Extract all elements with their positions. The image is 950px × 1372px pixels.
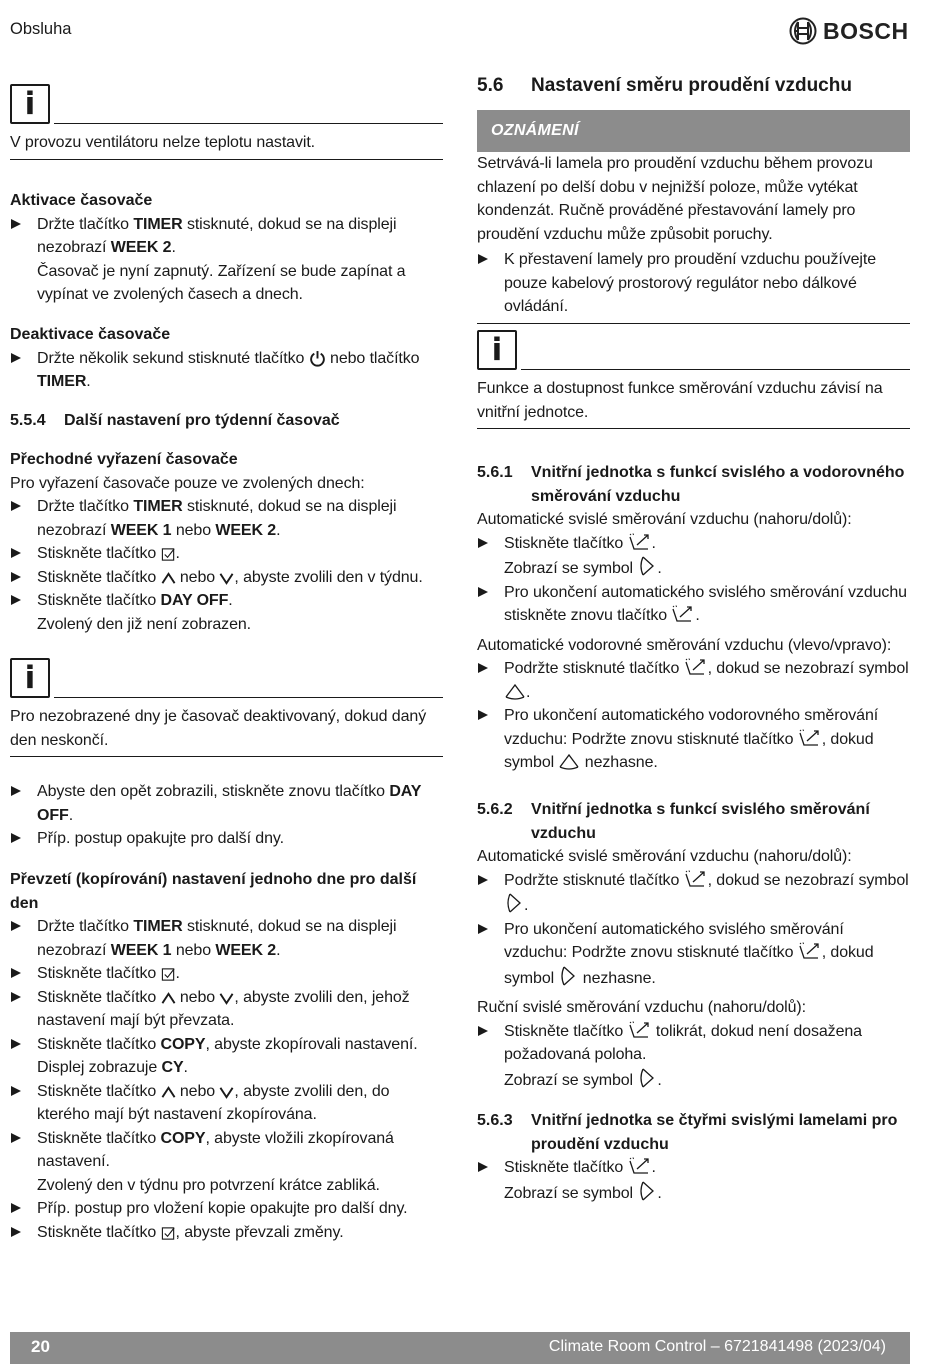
list-item: Abyste den opět zobrazili, stiskněte znovu tlačítko DAY OFF.	[10, 780, 443, 827]
section-number: 5.6.1	[477, 464, 513, 481]
section-number: 5.5.4	[10, 412, 46, 429]
arrow-up-icon	[161, 991, 176, 1006]
list-item-continuation: Zobrazí se symbol .	[504, 555, 910, 581]
list-item: Držte tlačítko TIMER stisknuté, dokud se na displeji nezobrazí WEEK 1 nebo WEEK 2.	[10, 495, 443, 542]
vertical-swing-symbol-icon	[637, 555, 657, 577]
list-item: Příp. postup opakujte pro další dny.	[10, 827, 443, 851]
list-item: Pro ukončení automatického vodorovného směrování vzduchu: Podržte znovu stisknuté tlačítko , dokud symbol nezhasne.	[477, 704, 910, 775]
paragraph: Automatické svislé směrování vzduchu (nahoru/dolů):	[477, 848, 852, 865]
info-icon: i	[477, 330, 517, 370]
list-item-continuation: Časovač je nyní zapnutý. Zařízení se bude zapínat a vypínat ve zvolených časech a dnech.	[37, 262, 406, 303]
info-note-3	[477, 328, 910, 429]
section-title: Vnitřní jednotka s funkcí svislého a vodorovného směrování vzduchu	[531, 464, 905, 505]
copy-settings-heading: Převzetí (kopírování) nastavení jednoho dne pro další den	[10, 871, 417, 912]
list-item: Příp. postup pro vložení kopie opakujte pro další dny.	[10, 1197, 443, 1221]
list-item: Stiskněte tlačítko tolikrát, dokud není dosažena požadovaná poloha. Zobrazí se symbol .	[477, 1020, 910, 1093]
brand	[789, 17, 909, 45]
list-item: Stiskněte tlačítko . Zobrazí se symbol .	[477, 532, 910, 581]
list-item: Stiskněte tlačítko COPY, abyste vložili zkopírovaná nastavení. Zvolený den v týdnu pro potvrzení krátce zabliká.	[10, 1127, 443, 1198]
section-number: 5.6	[477, 75, 504, 96]
list-item: Držte několik sekund stisknuté tlačítko nebo tlačítko TIMER.	[10, 347, 443, 394]
header-section-title: Obsluha	[10, 20, 72, 38]
timer-activation-heading: Aktivace časovače	[10, 192, 153, 209]
after-skip	[10, 780, 443, 851]
timer-skip-intro: Pro vyřazení časovače pouze ve zvolených dnech:	[10, 474, 365, 492]
footer-document-id: Climate Room Control – 6721841498 (2023/04)	[548, 1338, 886, 1355]
timer-skip-heading: Přechodné vyřazení časovače	[10, 451, 238, 468]
section-5-5-4	[10, 409, 443, 433]
list-item-continuation: Zvolený den již není zobrazen.	[37, 615, 252, 633]
section-5-6-2	[477, 798, 910, 1092]
power-icon	[309, 350, 326, 367]
timer-deactivation	[10, 323, 443, 394]
section-title: Vnitřní jednotka s funkcí svislého směrování vzduchu	[531, 801, 870, 842]
notice-box	[477, 110, 910, 324]
vertical-swing-symbol-icon	[504, 892, 524, 914]
list-item: Stiskněte tlačítko . Zobrazí se symbol .	[477, 1156, 910, 1205]
paragraph: Automatické vodorovné směrování vzduchu (vlevo/vpravo):	[477, 636, 892, 654]
info-note-2	[10, 656, 443, 757]
timer-deactivation-heading: Deaktivace časovače	[10, 326, 171, 343]
swing-button-icon	[798, 941, 822, 961]
section-title: Nastavení směru proudění vzduchu	[531, 75, 852, 96]
arrow-down-icon	[219, 1085, 234, 1100]
list-item: Držte tlačítko TIMER stisknuté, dokud se na displeji nezobrazí WEEK 1 nebo WEEK 2.	[10, 915, 443, 962]
list-item: Stiskněte tlačítko DAY OFF. Zvolený den již není zobrazen.	[10, 589, 443, 636]
copy-settings	[10, 868, 443, 1244]
list-item: Stiskněte tlačítko .	[10, 542, 443, 566]
page-number: 20	[31, 1337, 50, 1356]
list-item: Stiskněte tlačítko COPY, abyste zkopírovali nastavení. Displej zobrazuje CY.	[10, 1033, 443, 1080]
section-title: Vnitřní jednotka se čtyřmi svislými lamelami pro proudění vzduchu	[531, 1112, 898, 1153]
list-item-continuation: Zobrazí se symbol .	[504, 1180, 910, 1206]
list-item: Stiskněte tlačítko nebo , abyste zvolili den v týdnu.	[10, 566, 443, 590]
paragraph: Ruční svislé směrování vzduchu (nahoru/dolů):	[477, 999, 806, 1016]
list-item: Podržte stisknuté tlačítko , dokud se nezobrazí symbol .	[477, 869, 910, 918]
arrow-down-icon	[219, 571, 234, 586]
swing-button-icon	[671, 604, 695, 624]
timer-skip	[10, 448, 443, 636]
swing-button-icon	[628, 1020, 652, 1040]
bosch-logo-icon	[789, 17, 817, 45]
horizontal-swing-symbol-icon	[558, 751, 580, 771]
list-item-continuation: Zobrazí se symbol .	[504, 1067, 910, 1093]
swing-button-icon	[684, 869, 708, 889]
horizontal-swing-symbol-icon	[504, 681, 526, 701]
notice-label: OZNÁMENÍ	[477, 110, 910, 152]
vertical-swing-symbol-icon	[558, 965, 578, 987]
notice-text: Setrvává-li lamela pro proudění vzduchu během provozu chlazení po delší dobu v nejnižší poloze, může vytékat kondenzát. Ručně prováděné přestavování lamely pro proudění vzduchu může způsobit poruchy.	[477, 155, 873, 243]
swing-button-icon	[628, 532, 652, 552]
list-item: Stiskněte tlačítko , abyste převzali změny.	[10, 1221, 443, 1245]
info-note-text: V provozu ventilátoru nelze teplotu nastavit.	[10, 134, 316, 151]
section-5-6	[477, 74, 910, 98]
list-item: Stiskněte tlačítko nebo , abyste zvolili den, jehož nastavení mají být převzata.	[10, 986, 443, 1033]
list-item-continuation: Displej zobrazuje CY.	[37, 1059, 188, 1076]
info-note-text: Pro nezobrazené dny je časovač deaktivovaný, dokud daný den neskončí.	[10, 708, 427, 749]
vertical-swing-symbol-icon	[637, 1180, 657, 1202]
checkbox-icon	[161, 1226, 176, 1241]
swing-button-icon	[684, 657, 708, 677]
swing-button-icon	[798, 728, 822, 748]
list-item: Pro ukončení automatického svislého směrování vzduchu stiskněte znovu tlačítko .	[477, 581, 910, 628]
info-note-text: Funkce a dostupnost funkce směrování vzduchu závisí na vnitřní jednotce.	[477, 380, 883, 421]
list-item: Stiskněte tlačítko .	[10, 962, 443, 986]
swing-button-icon	[628, 1156, 652, 1176]
info-icon: i	[10, 658, 50, 698]
page-footer	[10, 1332, 910, 1364]
list-item: Pro ukončení automatického svislého směrování vzduchu: Podržte znovu stisknuté tlačítko , dokud symbol nezhasne.	[477, 918, 910, 991]
info-icon: i	[10, 84, 50, 124]
arrow-up-icon	[161, 571, 176, 586]
section-title: Další nastavení pro týdenní časovač	[64, 412, 340, 429]
list-item: K přestavení lamely pro proudění vzduchu používejte pouze kabelový prostorový regulátor nebo dálkové ovládání.	[477, 248, 910, 319]
arrow-up-icon	[161, 1085, 176, 1100]
list-item: Držte tlačítko TIMER stisknuté, dokud se na displeji nezobrazí WEEK 2. Časovač je nyní zapnutý. Zařízení se bude zapínat a vypínat ve zvolených časech a dnech.	[10, 213, 443, 307]
arrow-down-icon	[219, 991, 234, 1006]
vertical-swing-symbol-icon	[637, 1067, 657, 1089]
paragraph: Automatické svislé směrování vzduchu (nahoru/dolů):	[477, 511, 852, 528]
section-5-6-1	[477, 461, 910, 775]
section-number: 5.6.2	[477, 801, 513, 818]
brand-name: BOSCH	[823, 17, 909, 44]
timer-activation	[10, 189, 443, 307]
list-item: Stiskněte tlačítko nebo , abyste zvolili den, do kterého mají být nastavení zkopírována.	[10, 1080, 443, 1127]
checkbox-icon	[161, 967, 176, 982]
list-item-continuation: Zvolený den v týdnu pro potvrzení krátce zabliká.	[37, 1176, 380, 1194]
info-note-1	[10, 82, 443, 160]
section-5-6-3	[477, 1109, 910, 1205]
checkbox-icon	[161, 547, 176, 562]
list-item: Podržte stisknuté tlačítko , dokud se nezobrazí symbol .	[477, 657, 910, 704]
section-number: 5.6.3	[477, 1112, 513, 1129]
